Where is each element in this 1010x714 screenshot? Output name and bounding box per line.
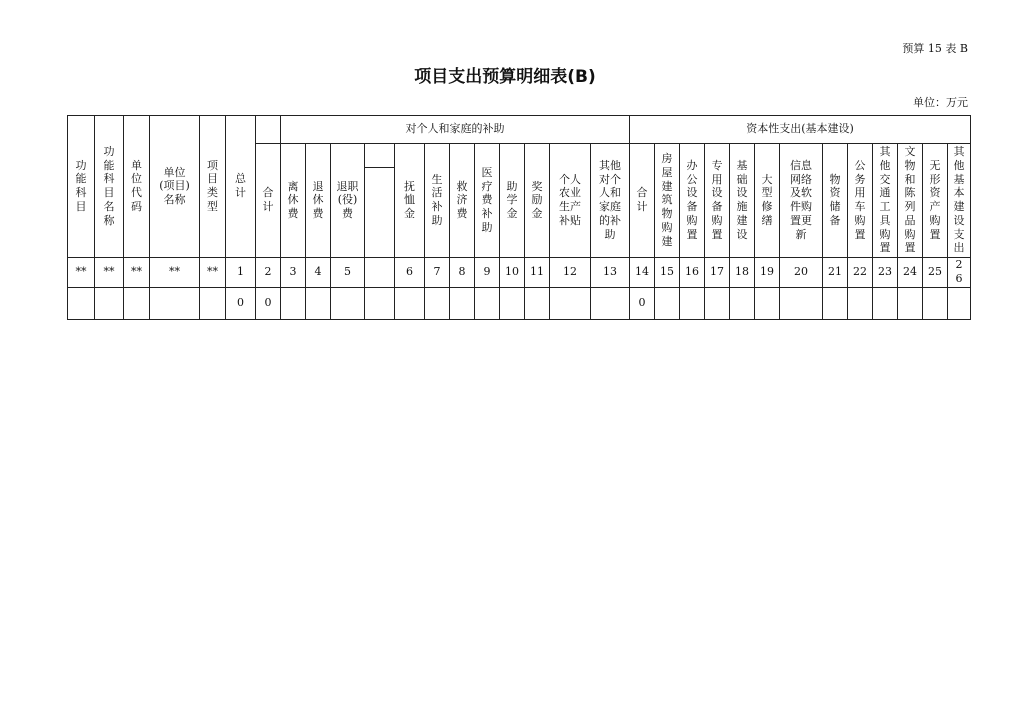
- header-subsidy-relief: 救济费: [450, 144, 475, 258]
- index-cell: 2: [256, 258, 281, 288]
- header-subsidy-retire-1: 离休费: [281, 144, 306, 258]
- index-cell: **: [68, 258, 95, 288]
- index-cell: 15: [655, 258, 680, 288]
- header-group-subsidy: 对个人和家庭的补助: [281, 116, 630, 144]
- header-subsidy-medical: 医疗费补助: [475, 144, 500, 258]
- data-cell: [150, 288, 200, 320]
- index-cell: 8: [450, 258, 475, 288]
- header-capital-total: 合计: [630, 144, 655, 258]
- index-cell: 10: [500, 258, 525, 288]
- header-capital-reserve: 物资储备: [823, 144, 848, 258]
- index-cell: **: [200, 258, 226, 288]
- header-capital-intangible: 无形资产购置: [923, 144, 948, 258]
- index-cell: 26: [948, 258, 971, 288]
- index-cell: 4: [306, 258, 331, 288]
- index-cell: 16: [680, 258, 705, 288]
- header-capital-infra: 基础设施建设: [730, 144, 755, 258]
- index-cell: 6: [395, 258, 425, 288]
- index-cell: **: [124, 258, 150, 288]
- header-subsidy-total: 合计: [256, 144, 281, 258]
- data-cell: [475, 288, 500, 320]
- index-cell: **: [95, 258, 124, 288]
- header-capital-it: 信息网络及软件购置更新: [780, 144, 823, 258]
- data-cell: [68, 288, 95, 320]
- data-cell: [525, 288, 550, 320]
- data-cell-subsidy-total: 0: [256, 288, 281, 320]
- data-cell: [848, 288, 873, 320]
- header-func-code: 功能科目: [68, 116, 95, 258]
- header-total: 总计: [226, 116, 256, 258]
- index-cell: 11: [525, 258, 550, 288]
- header-subsidy-living: 生活补助: [425, 144, 450, 258]
- header-blank-cell: [256, 116, 281, 144]
- index-cell: **: [150, 258, 200, 288]
- data-cell: [450, 288, 475, 320]
- header-subsidy-other: 其他对个人和家庭的补助: [591, 144, 630, 258]
- header-unit-code: 单位代码: [124, 116, 150, 258]
- data-cell-capital-total: 0: [630, 288, 655, 320]
- header-subsidy-retire-2: 退休费: [306, 144, 331, 258]
- header-subsidy-student: 助学金: [500, 144, 525, 258]
- header-subsidy-resign: 退职(役)费: [331, 144, 365, 258]
- index-cell: 20: [780, 258, 823, 288]
- data-cell: [705, 288, 730, 320]
- header-subsidy-pension: 抚恤金: [395, 144, 425, 258]
- data-cell: [923, 288, 948, 320]
- header-group-capital: 资本性支出(基本建设): [630, 116, 971, 144]
- form-number: 预算 15 表 B: [902, 42, 968, 55]
- header-capital-relic: 文物和陈列品购置: [898, 144, 923, 258]
- index-cell: 12: [550, 258, 591, 288]
- header-unit-name: 单位(项目)名称: [150, 116, 200, 258]
- data-cell: [755, 288, 780, 320]
- data-cell: [898, 288, 923, 320]
- data-cell: [331, 288, 365, 320]
- data-cell: [948, 288, 971, 320]
- header-capital-special: 专用设备购置: [705, 144, 730, 258]
- data-cell-total: 0: [226, 288, 256, 320]
- data-cell: [780, 288, 823, 320]
- header-capital-vehicle: 其他交通工具购置: [873, 144, 898, 258]
- index-cell: 17: [705, 258, 730, 288]
- data-cell: [500, 288, 525, 320]
- index-cell: 1: [226, 258, 256, 288]
- header-func-name: 功能科目名称: [95, 116, 124, 258]
- index-cell: 18: [730, 258, 755, 288]
- header-capital-building: 房屋建筑物购建: [655, 144, 680, 258]
- index-cell: 24: [898, 258, 923, 288]
- header-subsidy-empty-lower: [365, 168, 395, 258]
- header-capital-office: 办公设备购置: [680, 144, 705, 258]
- data-cell: [591, 288, 630, 320]
- data-cell: [730, 288, 755, 320]
- data-cell: [200, 288, 226, 320]
- data-cell: [395, 288, 425, 320]
- index-cell: 19: [755, 258, 780, 288]
- data-cell: [365, 288, 395, 320]
- data-cell: [823, 288, 848, 320]
- data-cell: [95, 288, 124, 320]
- index-cell: 21: [823, 258, 848, 288]
- index-row: [68, 258, 971, 288]
- header-capital-car: 公务用车购置: [848, 144, 873, 258]
- header-subsidy-farming: 个人农业生产补贴: [550, 144, 591, 258]
- data-cell: [550, 288, 591, 320]
- page-title: 项目支出预算明细表(B): [414, 67, 596, 87]
- data-cell: [306, 288, 331, 320]
- data-row: [68, 288, 971, 320]
- index-cell: 25: [923, 258, 948, 288]
- data-cell: [680, 288, 705, 320]
- index-cell: [365, 258, 395, 288]
- unit-label: 单位：万元: [913, 96, 968, 109]
- header-capital-other: 其他基本建设支出: [948, 144, 971, 258]
- index-cell: 14: [630, 258, 655, 288]
- index-cell: 23: [873, 258, 898, 288]
- budget-table: [67, 115, 971, 320]
- data-cell: [425, 288, 450, 320]
- data-cell: [281, 288, 306, 320]
- index-cell: 7: [425, 258, 450, 288]
- header-subsidy-reward: 奖励金: [525, 144, 550, 258]
- index-cell: 13: [591, 258, 630, 288]
- index-cell: 22: [848, 258, 873, 288]
- index-cell: 5: [331, 258, 365, 288]
- data-cell: [873, 288, 898, 320]
- data-cell: [655, 288, 680, 320]
- header-capital-repair: 大型修缮: [755, 144, 780, 258]
- index-cell: 3: [281, 258, 306, 288]
- data-cell: [124, 288, 150, 320]
- header-project-type: 项目类型: [200, 116, 226, 258]
- index-cell: 9: [475, 258, 500, 288]
- header-subsidy-empty: [365, 144, 395, 168]
